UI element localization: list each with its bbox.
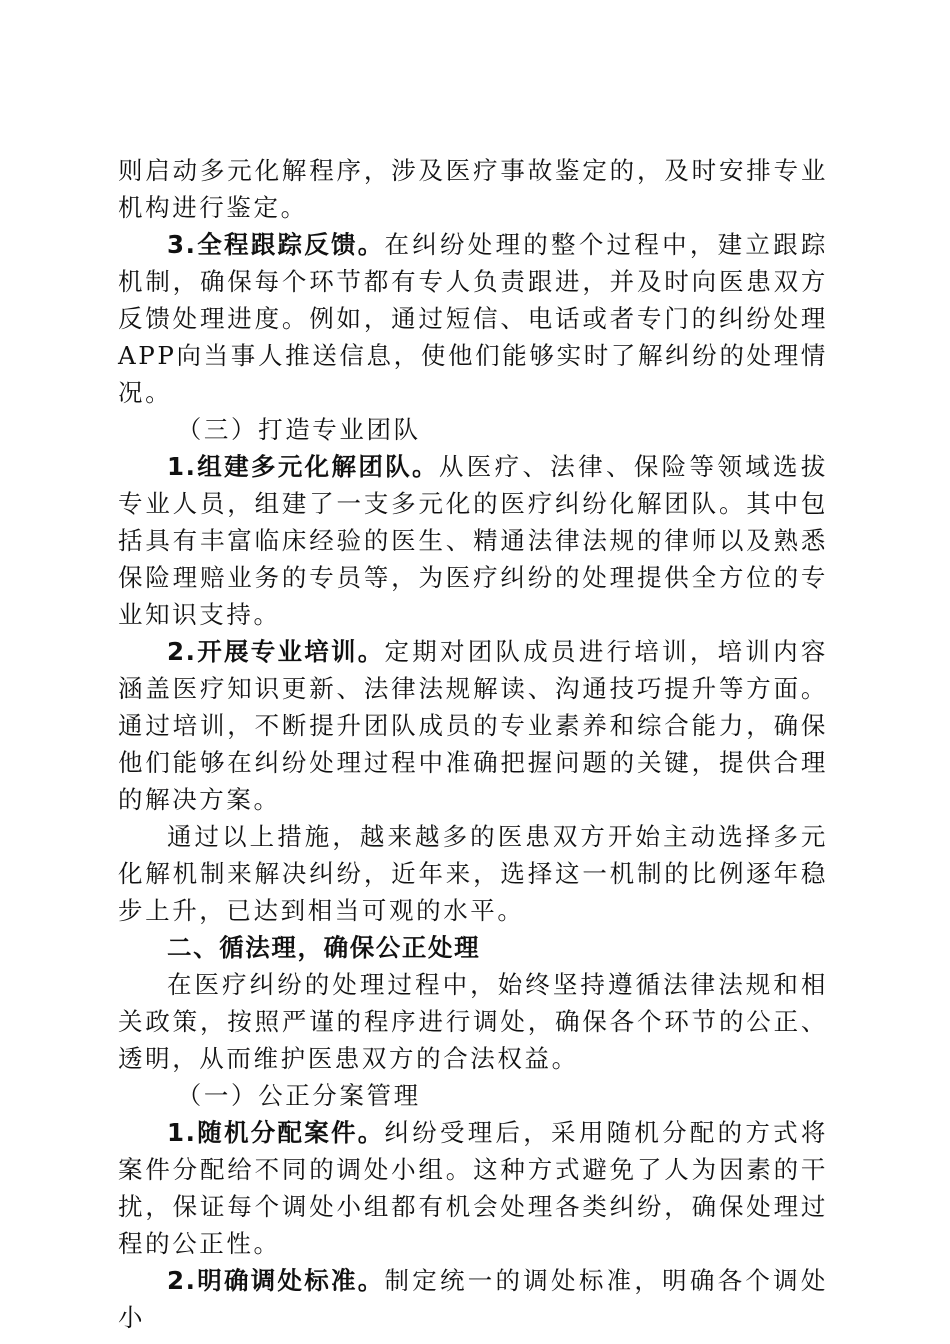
paragraph: [118, 226, 828, 411]
document-body: [118, 152, 828, 1336]
paragraph-text: 纠纷受理后，采用随机分配的方式将案件分配给不同的调处小组。这种方式避免了人为因素的干扰，保证每个调处小组都有机会处理各类纠纷，确保处理过程的公正性。: [118, 1118, 828, 1258]
paragraph: [118, 633, 828, 818]
paragraph: [118, 818, 828, 929]
paragraph-lead: 1.组建多元化解团队。: [167, 452, 439, 481]
paragraph-text: 则启动多元化解程序，涉及医疗事故鉴定的，及时安排专业机构进行鉴定。: [118, 156, 828, 222]
paragraph-text: 制定统一的调处标准，明确各个调处小: [118, 1266, 828, 1332]
subsection-heading: [118, 1077, 828, 1114]
heading-text: 二、循法理，确保公正处理: [167, 933, 481, 962]
paragraph-text: 在医疗纠纷的处理过程中，始终坚持遵循法律法规和相关政策，按照严谨的程序进行调处，确保各个环节的公正、透明，从而维护医患双方的合法权益。: [118, 970, 828, 1073]
paragraph: [118, 152, 828, 226]
paragraph-lead: 2.明确调处标准。: [167, 1266, 385, 1295]
paragraph-text: 定期对团队成员进行培训，培训内容涵盖医疗知识更新、法律法规解读、沟通技巧提升等方面。通过培训，不断提升团队成员的专业素养和综合能力，确保他们能够在纠纷处理过程中准确把握问题的关键，提供合理的解决方案。: [118, 637, 828, 814]
heading-text: （三）打造专业团队: [176, 415, 421, 444]
heading-text: （一）公正分案管理: [176, 1081, 421, 1110]
subsection-heading: [118, 411, 828, 448]
paragraph-text: 通过以上措施，越来越多的医患双方开始主动选择多元化解机制来解决纠纷，近年来，选择这一机制的比例逐年稳步上升，已达到相当可观的水平。: [118, 822, 828, 925]
paragraph: [118, 966, 828, 1077]
paragraph-text: 从医疗、法律、保险等领域选拔专业人员，组建了一支多元化的医疗纠纷化解团队。其中包括具有丰富临床经验的医生、精通法律法规的律师以及熟悉保险理赔业务的专员等，为医疗纠纷的处理提供全方位的专业知识支持。: [118, 452, 828, 629]
paragraph: [118, 1262, 828, 1336]
paragraph-text: 在纠纷处理的整个过程中，建立跟踪机制，确保每个环节都有专人负责跟进，并及时向医患双方反馈处理进度。例如，通过短信、电话或者专门的纠纷处理APP向当事人推送信息，使他们能够实时了解纠纷的处理情况。: [118, 230, 828, 407]
paragraph: [118, 1114, 828, 1262]
paragraph-lead: 3.全程跟踪反馈。: [167, 230, 385, 259]
paragraph-lead: 2.开展专业培训。: [167, 637, 385, 666]
paragraph-lead: 1.随机分配案件。: [167, 1118, 385, 1147]
paragraph: [118, 448, 828, 633]
section-heading: [118, 929, 828, 966]
